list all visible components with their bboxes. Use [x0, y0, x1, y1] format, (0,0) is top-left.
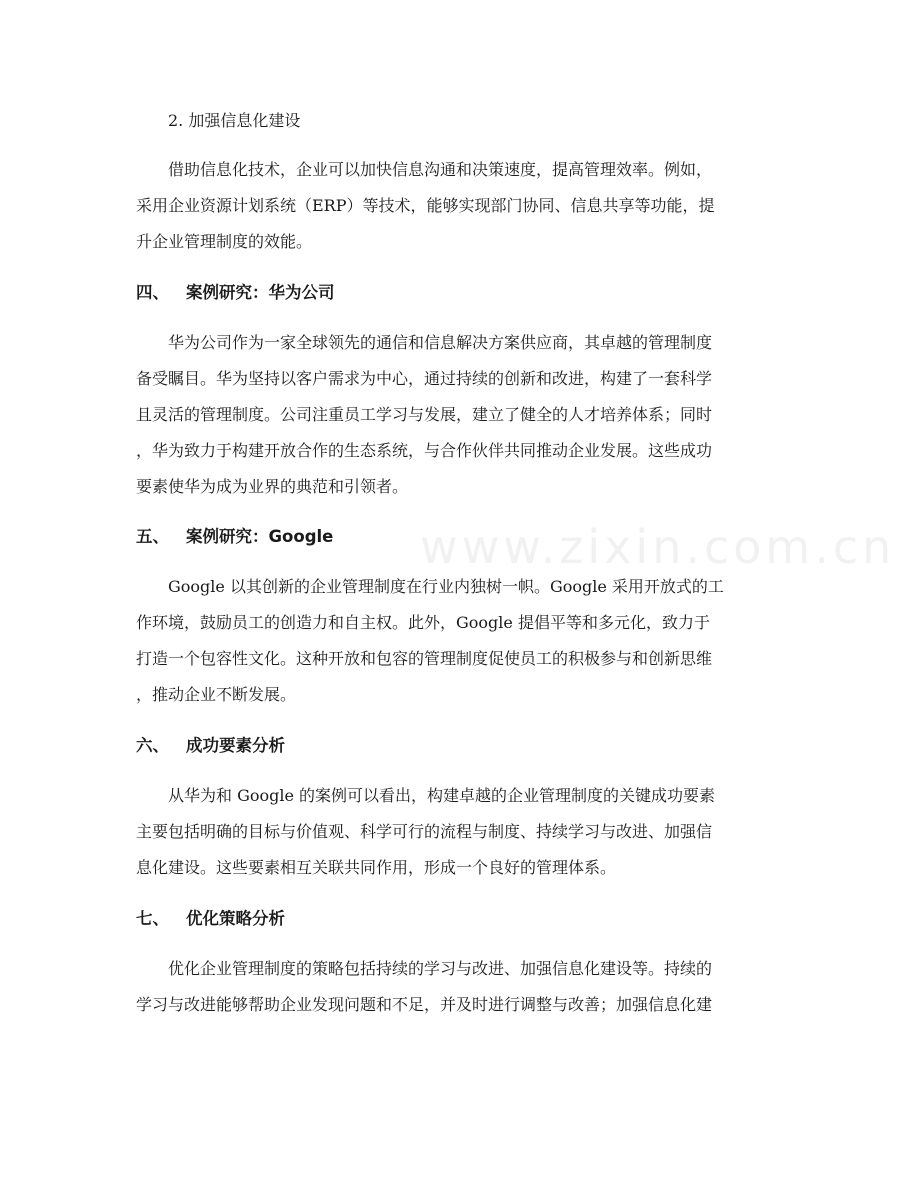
paragraph-line: 主要包括明确的目标与价值观、科学可行的流程与制度、持续学习与改进、加强信 — [136, 822, 713, 841]
paragraph-line: 息化建设。这些要素相互关联共同作用，形成一个良好的管理体系。 — [136, 858, 617, 877]
section-heading — [136, 283, 335, 303]
paragraph-line: ，华为致力于构建开放合作的生态系统，与合作伙伴共同推动企业发展。这些成功 — [136, 441, 713, 460]
paragraph-line: 备受瞩目。华为坚持以客户需求为中心，通过持续的创新和改进，构建了一套科学 — [136, 369, 713, 388]
paragraph-line: 作环境，鼓励员工的创造力和自主权。此外，Google 提倡平等和多元化，致力于 — [136, 613, 710, 632]
section-number: 五、 — [136, 527, 169, 546]
paragraph-line: 要素使华为成为业界的典范和引领者。 — [136, 477, 409, 496]
paragraph-line: 华为公司作为一家全球领先的通信和信息解决方案供应商，其卓越的管理制度 — [168, 333, 713, 352]
section-title: 案例研究：Google — [186, 527, 334, 546]
section-title: 案例研究：华为公司 — [186, 283, 335, 302]
section-number: 六、 — [136, 736, 169, 755]
paragraph-line: Google 以其创新的企业管理制度在行业内独树一帜。Google 采用开放式的工 — [168, 577, 724, 596]
section-heading — [136, 909, 285, 929]
paragraph-line: 打造一个包容性文化。这种开放和包容的管理制度促使员工的积极参与和创新思维 — [136, 649, 713, 668]
section-number: 四、 — [136, 283, 169, 302]
paragraph-line: 采用企业资源计划系统（ERP）等技术，能够实现部门协同、信息共享等功能，提 — [136, 196, 715, 215]
section-heading — [136, 527, 333, 547]
paragraph-line: 借助信息化技术，企业可以加快信息沟通和决策速度，提高管理效率。例如， — [168, 160, 713, 179]
paragraph-line: 学习与改进能够帮助企业发现问题和不足，并及时进行调整与改善；加强信息化建 — [136, 995, 713, 1014]
paragraph-line: 升企业管理制度的效能。 — [136, 232, 313, 251]
paragraph-line: 且灵活的管理制度。公司注重员工学习与发展，建立了健全的人才培养体系；同时 — [136, 405, 713, 424]
paragraph-line: ，推动企业不断发展。 — [136, 685, 297, 704]
watermark: www.zixin.com.cn — [420, 520, 896, 574]
section-heading — [136, 736, 285, 756]
subsection-title: 2. 加强信息化建设 — [168, 111, 301, 130]
paragraph-line: 从华为和 Google 的案例可以看出，构建卓越的企业管理制度的关键成功要素 — [168, 786, 716, 805]
section-title: 优化策略分析 — [186, 909, 285, 928]
section-title: 成功要素分析 — [186, 736, 285, 755]
paragraph-line: 优化企业管理制度的策略包括持续的学习与改进、加强信息化建设等。持续的 — [168, 959, 713, 978]
section-number: 七、 — [136, 909, 169, 928]
